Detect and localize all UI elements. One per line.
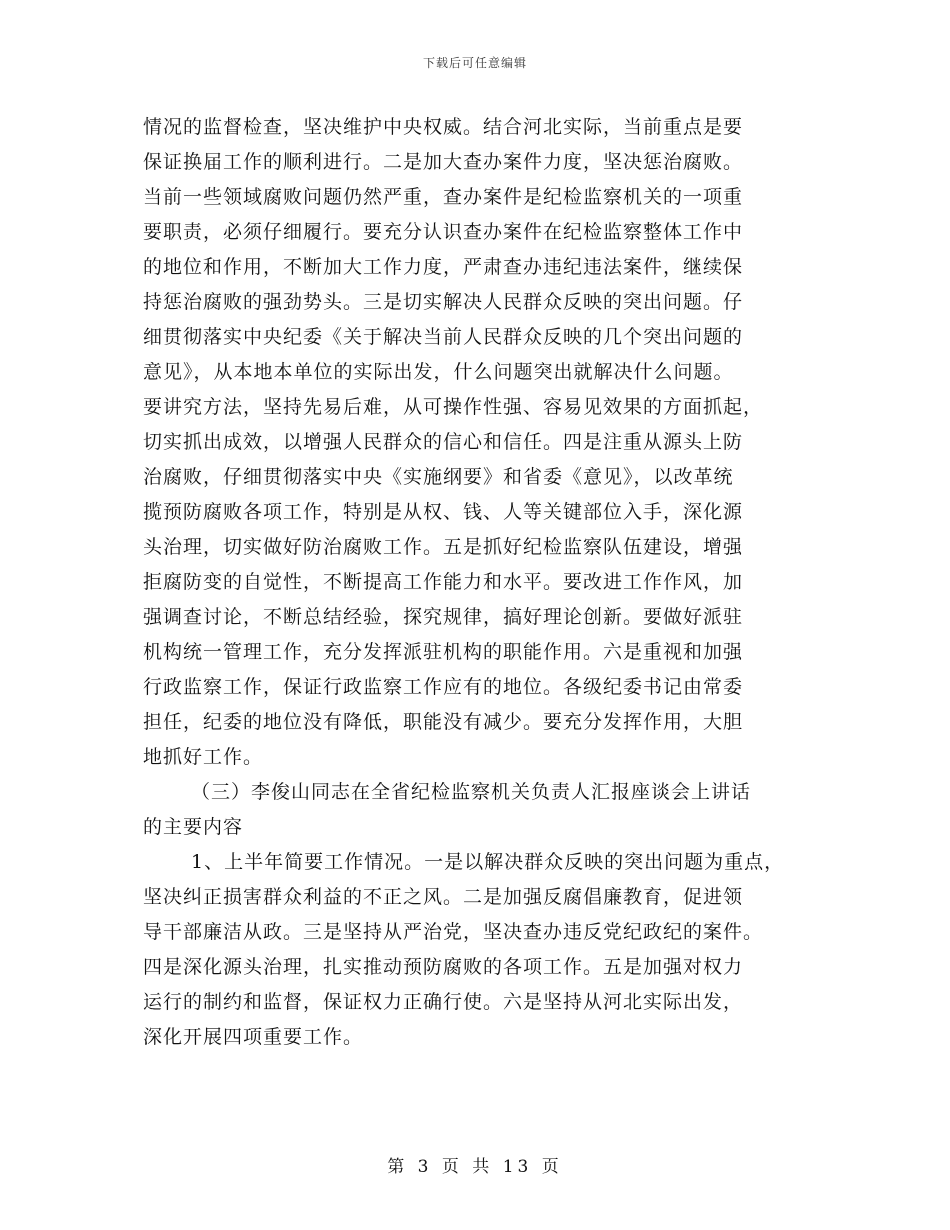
body-line: 导干部廉洁从政。三是坚持从严治党，坚决查办违反党纪政纪的案件。 [143, 921, 764, 943]
section-heading: （三）李俊山同志在全省纪检监察机关负责人汇报座谈会上讲话 [191, 781, 752, 803]
body-line: 地抓好工作。 [143, 746, 264, 768]
body-line: 情况的监督检查，坚决维护中央权威。结合河北实际，当前重点是要 [143, 116, 744, 138]
body-line: 头治理，切实做好防治腐败工作。五是抓好纪检监察队伍建设，增强 [143, 536, 744, 558]
body-line: 意见》，从本地本单位的实际出发，什么问题突出就解决什么问题。 [143, 361, 734, 383]
body-line: 行政监察工作，保证行政监察工作应有的地位。各级纪委书记由常委 [143, 676, 744, 698]
body-line: 坚决纠正损害群众利益的不正之风。二是加强反腐倡廉教育，促进领 [143, 886, 744, 908]
body-line: 治腐败，仔细贯彻落实中央《实施纲要》和省委《意见》，以改革统 [143, 466, 734, 488]
page-header: 下载后可任意编辑 [422, 56, 527, 70]
page-footer: 第 3 页 共 13 页 [387, 1157, 563, 1177]
body-line: 强调查讨论，不断总结经验，探究规律，搞好理论创新。要做好派驻 [143, 606, 744, 628]
paragraph-start: 1、上半年简要工作情况。一是以解决群众反映的突出问题为重点， [191, 851, 785, 873]
section-heading-continued: 的主要内容 [143, 816, 244, 838]
document-body [143, 110, 823, 1055]
body-line: 拒腐防变的自觉性，不断提高工作能力和水平。要改进工作作风，加 [143, 571, 744, 593]
body-line: 揽预防腐败各项工作，特别是从权、钱、人等关键部位入手，深化源 [143, 501, 744, 523]
body-line: 深化开展四项重要工作。 [143, 1026, 364, 1048]
body-line: 机构统一管理工作，充分发挥派驻机构的职能作用。六是重视和加强 [143, 641, 744, 663]
body-line: 担任，纪委的地位没有降低，职能没有减少。要充分发挥作用，大胆 [143, 711, 744, 733]
body-line: 持惩治腐败的强劲势头。三是切实解决人民群众反映的突出问题。仔 [143, 291, 744, 313]
body-line: 切实抓出成效，以增强人民群众的信心和信任。四是注重从源头上防 [143, 431, 744, 453]
body-line: 运行的制约和监督，保证权力正确行使。六是坚持从河北实际出发， [143, 991, 744, 1013]
body-line: 保证换届工作的顺利进行。二是加大查办案件力度，坚决惩治腐败。 [143, 151, 744, 173]
body-line: 要讲究方法，坚持先易后难，从可操作性强、容易见效果的方面抓起， [143, 396, 764, 418]
body-line: 当前一些领域腐败问题仍然严重，查办案件是纪检监察机关的一项重 [143, 186, 744, 208]
body-line: 的地位和作用，不断加大工作力度，严肃查办违纪违法案件，继续保 [143, 256, 744, 278]
body-line: 细贯彻落实中央纪委《关于解决当前人民群众反映的几个突出问题的 [143, 326, 744, 348]
body-line: 四是深化源头治理，扎实推动预防腐败的各项工作。五是加强对权力 [143, 956, 744, 978]
body-line: 要职责，必须仔细履行。要充分认识查办案件在纪检监察整体工作中 [143, 221, 744, 243]
